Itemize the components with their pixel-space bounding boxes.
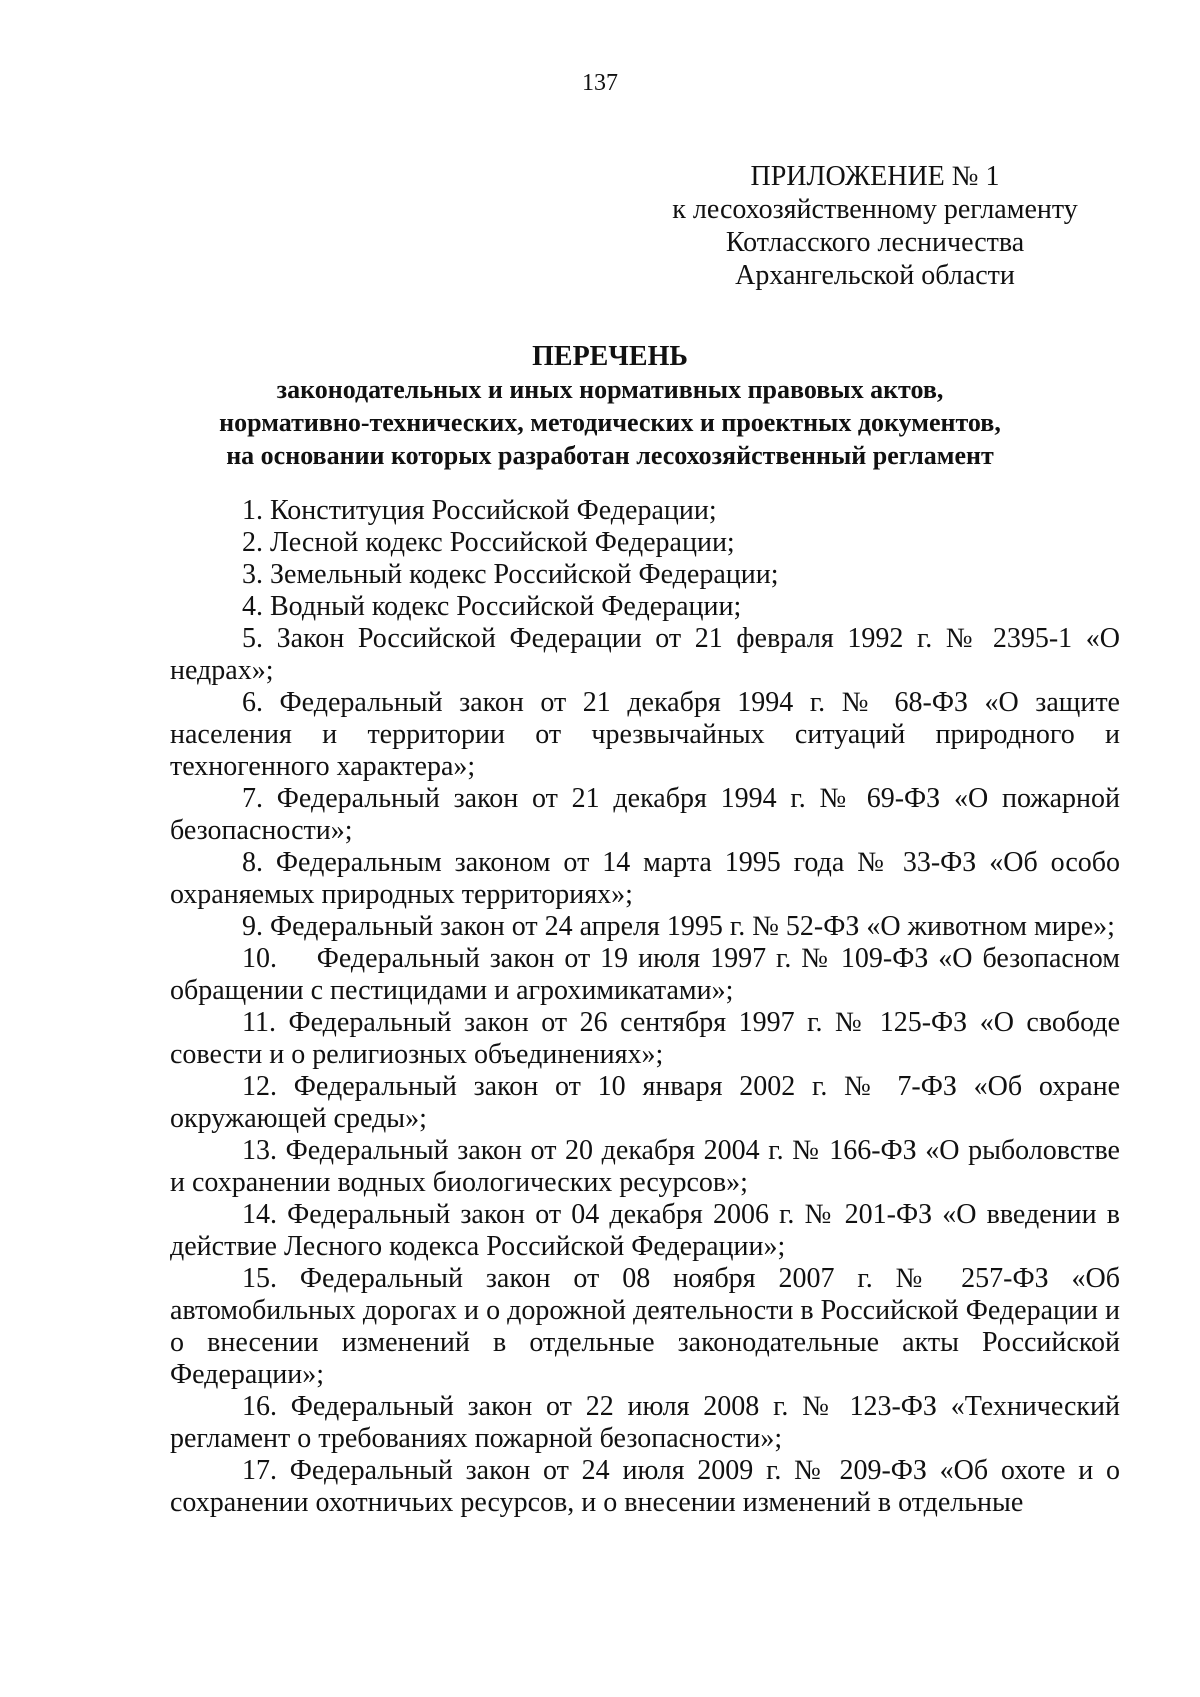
- appendix-line: к лесохозяйственному регламенту: [672, 194, 1078, 225]
- list-item: 3. Земельный кодекс Российской Федерации;: [242, 559, 779, 590]
- heading-subtitle-line: на основании которых разработан лесохозяйственный регламент: [226, 441, 994, 470]
- document-heading: [150, 340, 1070, 472]
- list-item: 4. Водный кодекс Российской Федерации;: [242, 591, 742, 622]
- list-item: 5. Закон Российской Федерации от 21 февраля 1992 г. № 2395-1 «О недрах»;: [170, 623, 1120, 686]
- list-item: 13. Федеральный закон от 20 декабря 2004 г. № 166-ФЗ «О рыболовстве и сохранении водных биологических ресурсов»;: [170, 1135, 1120, 1198]
- appendix-block: [640, 160, 1110, 292]
- appendix-line: Котласского лесничества: [725, 227, 1025, 258]
- list-item: 2. Лесной кодекс Российской Федерации;: [242, 527, 735, 558]
- list-item: 14. Федеральный закон от 04 декабря 2006 г. № 201-ФЗ «О введении в действие Лесного кодекса Российской Федерации»;: [170, 1199, 1120, 1262]
- list-item: 6. Федеральный закон от 21 декабря 1994 г. № 68-ФЗ «О защите населения и территории от чрезвычайных ситуаций природного и техногенного характера»;: [170, 687, 1120, 782]
- list-item: 7. Федеральный закон от 21 декабря 1994 г. № 69-ФЗ «О пожарной безопасности»;: [170, 783, 1120, 846]
- list-item: 11. Федеральный закон от 26 сентября 1997 г. № 125-ФЗ «О свободе совести и о религиозных объединениях»;: [170, 1007, 1120, 1070]
- appendix-line: Архангельской области: [735, 260, 1015, 291]
- appendix-title: ПРИЛОЖЕНИЕ № 1: [750, 161, 1000, 192]
- list-item: 16. Федеральный закон от 22 июля 2008 г. № 123-ФЗ «Технический регламент о требованиях пожарной безопасности»;: [170, 1391, 1120, 1454]
- list-item: 1. Конституция Российской Федерации;: [242, 495, 717, 526]
- heading-subtitle-line: нормативно-технических, методических и проектных документов,: [219, 408, 1001, 437]
- list-item: 9. Федеральный закон от 24 апреля 1995 г. № 52-ФЗ «О животном мире»;: [242, 911, 1115, 942]
- heading-subtitle-line: законодательных и иных нормативных правовых актов,: [276, 375, 944, 404]
- list-item: 12. Федеральный закон от 10 января 2002 г. № 7-ФЗ «Об охране окружающей среды»;: [170, 1071, 1120, 1134]
- heading-title: ПЕРЕЧЕНЬ: [532, 341, 688, 372]
- page-number: 137: [582, 70, 618, 96]
- list-item: 15. Федеральный закон от 08 ноября 2007 г. № 257-ФЗ «Об автомобильных дорогах и о дорожной деятельности в Российской Федерации и о внесении изменений в отдельные законодательные акты Российской Федерации»;: [170, 1263, 1120, 1390]
- list-item: 8. Федеральным законом от 14 марта 1995 года № 33-ФЗ «Об особо охраняемых природных территориях»;: [170, 847, 1120, 910]
- list-item: 10. Федеральный закон от 19 июля 1997 г. № 109-ФЗ «О безопасном обращении с пестицидами и агрохимикатами»;: [170, 943, 1127, 1006]
- list-item: 17. Федеральный закон от 24 июля 2009 г. № 209-ФЗ «Об охоте и о сохранении охотничьих ресурсов, и о внесении изменений в отдельные: [170, 1455, 1120, 1518]
- acts-list: [170, 495, 1127, 1519]
